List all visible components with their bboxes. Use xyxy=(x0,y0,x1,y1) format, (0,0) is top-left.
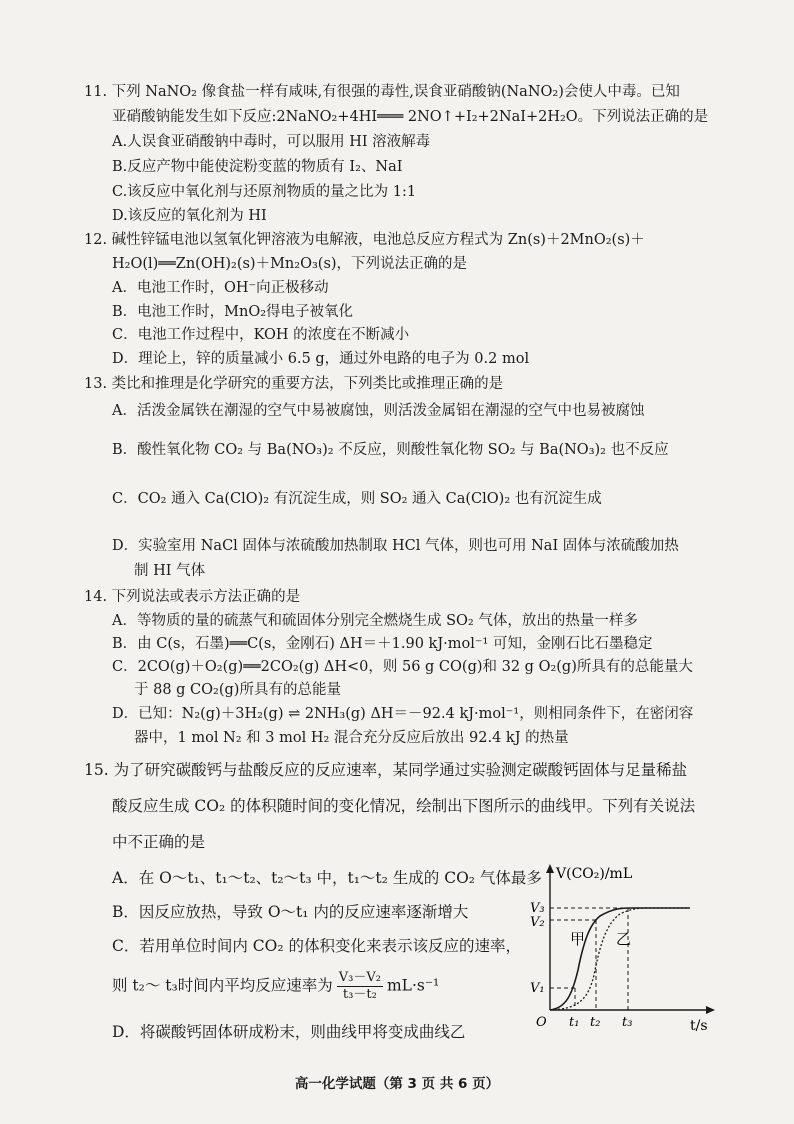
q12-option-b: B．电池工作时，MnO₂得电子被氧化 xyxy=(112,304,354,320)
q13-option-a: A．活泼金属铁在潮湿的空气中易被腐蚀，则活泼金属铝在潮湿的空气中也易被腐蚀 xyxy=(112,403,645,419)
q13-option-d-line1: D．实验室用 NaCl 固体与浓硫酸加热制取 HCl 气体，则也可用 NaI 固体与浓硫酸加热 xyxy=(112,538,679,554)
curve-jia-label: 甲 xyxy=(570,930,586,948)
q15-option-a: A．在 O～t₁、t₁～t₂、t₂～t₃ 中，t₁～t₂ 生成的 CO₂ 气体最多 xyxy=(112,869,542,887)
v1-label: V₁ xyxy=(530,981,545,996)
q12-stem-line1: 12. 碱性锌锰电池以氢氧化钾溶液为电解液，电池总反应方程式为 Zn(s)＋2MnO₂(s)＋ xyxy=(84,232,645,248)
y-axis-arrow xyxy=(546,864,554,873)
q15-stem-line1: 15. 为了研究碳酸钙与盐酸反应的反应速率，某同学通过实验测定碳酸钙固体与足量稀盐 xyxy=(84,761,688,779)
y-axis-label: V(CO₂)/mL xyxy=(556,866,633,882)
q14-option-c-line1: C．2CO(g)＋O₂(g)══2CO₂(g) ΔH<0，则 56 g CO(g)和 32 g O₂(g)所具有的总能量大 xyxy=(112,659,693,675)
q13-option-b: B．酸性氧化物 CO₂ 与 Ba(NO₃)₂ 不反应，则酸性氧化物 SO₂ 与 Ba(NO₃)₂ 也不反应 xyxy=(112,442,669,458)
q11-stem-line1: 11. 下列 NaNO₂ 像食盐一样有咸味,有很强的毒性,误食亚硝酸钠(NaNO₂)会使人中毒。已知 xyxy=(84,84,680,100)
curve-yi-label: 乙 xyxy=(616,930,632,948)
q14-stem: 14. 下列说法或表示方法正确的是 xyxy=(84,589,301,605)
q13-option-d-line2: 制 HI 气体 xyxy=(134,563,206,579)
q12-option-a: A．电池工作时，OH⁻向正极移动 xyxy=(112,280,329,296)
co2-volume-graph xyxy=(520,860,720,1040)
q15-option-b: B．因反应放热，导致 O～t₁ 内的反应速率逐渐增大 xyxy=(112,903,469,921)
q14-option-a: A．等物质的量的硫蒸气和硫固体分别完全燃烧生成 SO₂ 气体，放出的热量一样多 xyxy=(112,613,638,629)
q11-option-b: B.反应产物中能使淀粉变蓝的物质有 I₂、NaI xyxy=(112,159,403,175)
q14-option-b: B．由 C(s，石墨)══C(s，金刚石) ΔH＝＋1.90 kJ·mol⁻¹ 可知，金刚石比石墨稳定 xyxy=(112,636,653,652)
q11-stem-line2: 亚硝酸钠能发生如下反应:2NaNO₂+4HI═══ 2NO↑+I₂+2NaI+2H₂O。下列说法正确的是 xyxy=(112,109,709,125)
q15-stem-line2: 酸反应生成 CO₂ 的体积随时间的变化情况，绘制出下图所示的曲线甲。下列有关说法 xyxy=(112,797,696,815)
origin-label: O xyxy=(536,1015,547,1030)
fraction-numerator: V₃－V₂ xyxy=(338,970,381,985)
v3-label: V₃ xyxy=(530,901,545,916)
x-axis-arrow xyxy=(706,1006,715,1014)
q14-option-d-line1: D．已知：N₂(g)＋3H₂(g) ⇌ 2NH₃(g) ΔH＝－92.4 kJ·mol⁻¹，则相同条件下，在密闭容 xyxy=(112,706,694,722)
x-axis-label: t/s xyxy=(690,1018,708,1034)
v2-label: V₂ xyxy=(530,915,545,930)
q14-option-c-line2: 于 88 g CO₂(g)所具有的总能量 xyxy=(134,682,341,698)
q11-option-c: C.该反应中氧化剂与还原剂物质的量之比为 1:1 xyxy=(112,184,417,200)
t1-label: t₁ xyxy=(569,1015,580,1030)
q11-option-d: D.该反应的氧化剂为 HI xyxy=(112,208,267,224)
rate-fraction xyxy=(337,970,383,1003)
q12-option-c: C．电池工作过程中，KOH 的浓度在不断减小 xyxy=(112,327,410,343)
t2-label: t₂ xyxy=(590,1015,601,1030)
q15-c-text: 则 t₂～ t₃时间内平均反应速率为 xyxy=(112,976,333,995)
page-footer: 高一化学试题（第 3 页 共 6 页） xyxy=(294,1076,500,1092)
q15-option-c-line2 xyxy=(112,970,439,1003)
fraction-denominator: t₃－t₂ xyxy=(342,987,377,1002)
t3-label: t₃ xyxy=(622,1015,633,1030)
curve-jia xyxy=(550,908,690,1010)
rate-unit: mL·s⁻¹ xyxy=(386,976,440,995)
q11-option-a: A.人误食亚硝酸钠中毒时，可以服用 HI 溶液解毒 xyxy=(112,134,431,150)
q15-stem-line3: 中不正确的是 xyxy=(112,833,206,851)
q12-option-d: D．理论上，锌的质量减小 6.5 g，通过外电路的电子为 0.2 mol xyxy=(112,351,530,367)
q12-stem-line2: H₂O(l)══Zn(OH)₂(s)＋Mn₂O₃(s)，下列说法正确的是 xyxy=(112,256,468,272)
q15-option-d: D．将碳酸钙固体研成粉末，则曲线甲将变成曲线乙 xyxy=(112,1023,466,1041)
q15-option-c-line1: C．若用单位时间内 CO₂ 的体积变化来表示该反应的速率， xyxy=(112,937,521,955)
q13-stem: 13. 类比和推理是化学研究的重要方法，下列类比或推理正确的是 xyxy=(84,376,504,392)
q13-option-c: C．CO₂ 通入 Ca(ClO)₂ 有沉淀生成，则 SO₂ 通入 Ca(ClO)₂ 也有沉淀生成 xyxy=(112,491,602,507)
q14-option-d-line2: 器中，1 mol N₂ 和 3 mol H₂ 混合充分反应后放出 92.4 kJ 的热量 xyxy=(134,730,569,746)
